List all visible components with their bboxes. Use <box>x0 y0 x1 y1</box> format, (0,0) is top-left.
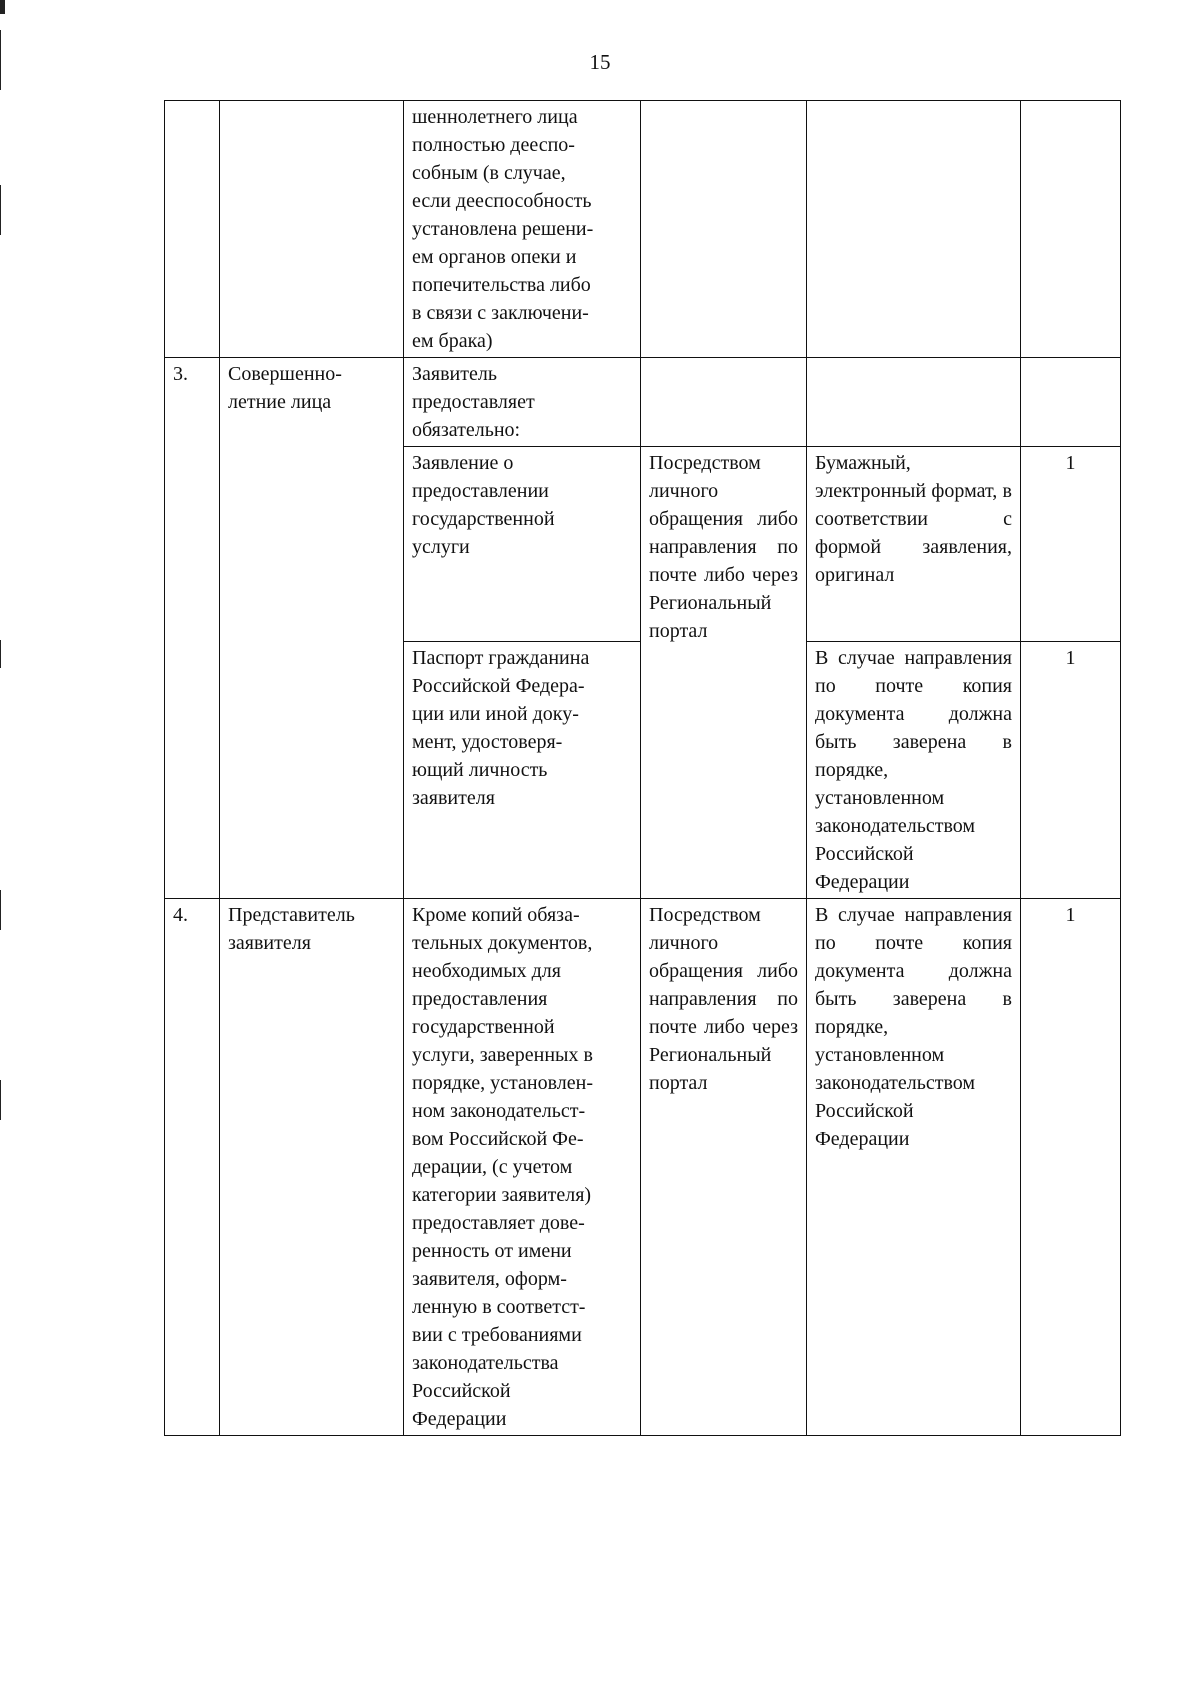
row-number: 3. <box>165 358 220 899</box>
scan-mark <box>0 640 1 668</box>
document-description: Заявление о предоставлении государственной услуги <box>404 447 641 642</box>
submission-method: Посредством личного обращения либо направления по почте либо через Региональный портал <box>641 447 807 899</box>
submission-method <box>641 358 807 447</box>
copies-count: 1 <box>1021 642 1121 899</box>
copies-count <box>1021 101 1121 358</box>
table-row <box>165 101 1121 358</box>
copies-count <box>1021 358 1121 447</box>
document-form: Бумажный, электронный формат, в соответствии с формой заявления, оригинал <box>807 447 1021 642</box>
document-description: Кроме копий обяза- тельных документов, необходимых для предоставления государственной услуги, заверенных в порядке, установлен- ном законодательст- вом Российской Фе- дерации, (с учетом категории заявителя) предоставляет дове- ренность от имени заявителя, оформ- ленную в соответст- вии с требованиями законодательства Российской Федерации <box>404 899 641 1436</box>
document-table <box>164 100 1121 1436</box>
document-form: В случае направления по почте копия документа должна быть заверена в порядке, установленном законодательством Российской Федерации <box>807 899 1021 1436</box>
applicant-category: Совершенно- летние лица <box>220 358 404 899</box>
document-description: шеннолетнего лица полностью дееспо- собным (в случае, если дееспособность установлена решени- ем органов опеки и попечительства либо в связи с заключени- ем брака) <box>404 101 641 358</box>
applicant-category <box>220 101 404 358</box>
document-form <box>807 358 1021 447</box>
row-number <box>165 101 220 358</box>
copies-count: 1 <box>1021 447 1121 642</box>
applicant-category: Представитель заявителя <box>220 899 404 1436</box>
row-number: 4. <box>165 899 220 1436</box>
document-form <box>807 101 1021 358</box>
document-intro: Заявитель предоставляет обязательно: <box>404 358 641 447</box>
scan-mark <box>0 1080 1 1120</box>
submission-method: Посредством личного обращения либо направления по почте либо через Региональный портал <box>641 899 807 1436</box>
scan-mark <box>0 185 1 235</box>
copies-count: 1 <box>1021 899 1121 1436</box>
document-description: Паспорт гражданина Российской Федера- ции или иной доку- мент, удостоверя- ющий личность заявителя <box>404 642 641 899</box>
page-number: 15 <box>589 50 611 74</box>
document-form: В случае направления по почте копия документа должна быть заверена в порядке, установленном законодательством Российской Федерации <box>807 642 1021 899</box>
submission-method <box>641 101 807 358</box>
table-row <box>165 358 1121 447</box>
scan-mark <box>0 0 5 14</box>
scan-mark <box>0 890 1 930</box>
table-row <box>165 899 1121 1436</box>
